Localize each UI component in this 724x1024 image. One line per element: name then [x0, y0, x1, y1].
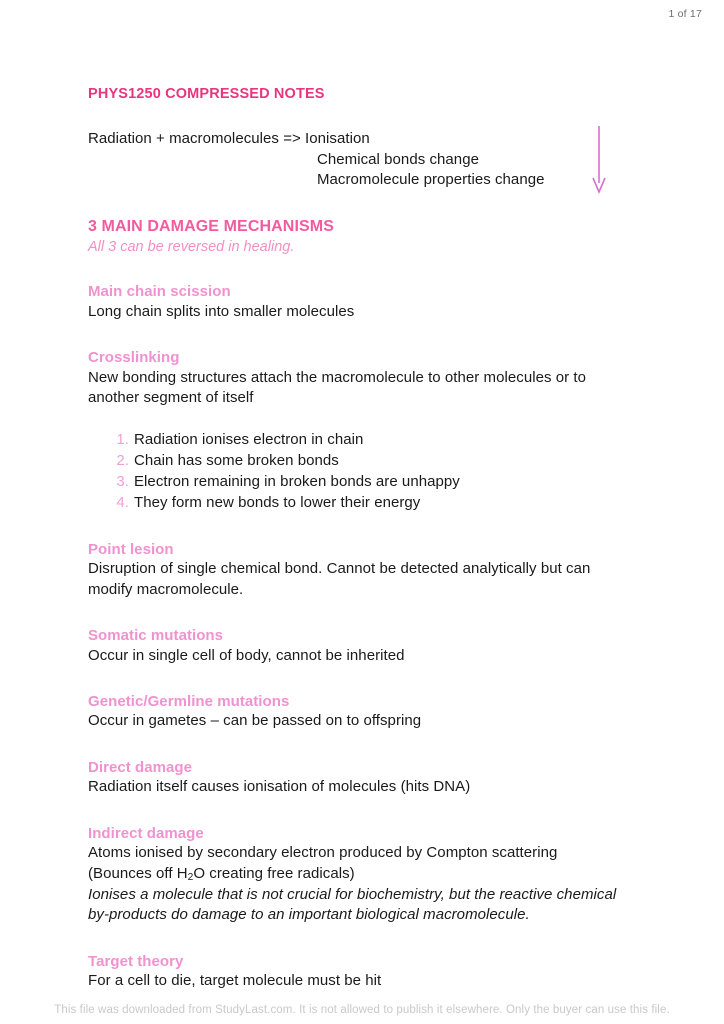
- page-number-indicator: 1 of 17: [668, 8, 702, 20]
- subheading-crosslinking: Crosslinking: [88, 349, 180, 367]
- intro-line-3: Macromolecule properties change: [317, 171, 545, 189]
- footer-watermark-text: This file was downloaded from StudyLast.com. It is not allowed to publish it elsewhere. Only the buyer can use this file.: [54, 1004, 670, 1016]
- spacer: [88, 926, 640, 952]
- spacer: [88, 256, 640, 282]
- subheading-direct-damage: Direct damage: [88, 758, 193, 776]
- formula-prefix: (Bounces off H: [88, 864, 188, 882]
- page-title: PHYS1250 COMPRESSED NOTES: [88, 86, 325, 102]
- subheading-main-chain-scission: Main chain scission: [88, 283, 231, 301]
- list-item: They form new bonds to lower their energy: [134, 494, 421, 512]
- spacer: [88, 409, 640, 429]
- list-item: Electron remaining in broken bonds are unhappy: [134, 473, 460, 491]
- subscript-two: 2: [187, 871, 194, 883]
- subheading-somatic-mutations: Somatic mutations: [88, 627, 224, 645]
- spacer: [88, 600, 640, 626]
- intro-indented-block: [317, 150, 640, 191]
- subheading-genetic-germline-mutations: Genetic/Germline mutations: [88, 692, 290, 710]
- section-heading-damage-mechanisms: 3 MAIN DAMAGE MECHANISMS: [88, 217, 334, 235]
- spacer: [88, 322, 640, 348]
- body-target-theory: For a cell to die, target molecule must be hit: [88, 972, 382, 989]
- body-indirect-damage-line-2: [88, 864, 636, 885]
- spacer: [88, 191, 640, 217]
- spacer: [88, 732, 640, 758]
- subheading-point-lesion: Point lesion: [88, 540, 174, 558]
- body-point-lesion: Disruption of single chemical bond. Cannot be detected analytically but can modify macromolecule.: [88, 560, 591, 598]
- spacer: [88, 798, 640, 824]
- section-note-healing: All 3 can be reversed in healing.: [88, 238, 295, 255]
- body-main-chain-scission: Long chain splits into smaller molecules: [88, 302, 355, 320]
- intro-line-2: Chemical bonds change: [317, 150, 479, 168]
- body-crosslinking: New bonding structures attach the macromolecule to other molecules or to another segment of itself: [88, 368, 587, 407]
- subheading-indirect-damage: Indirect damage: [88, 824, 204, 842]
- spacer: [88, 514, 640, 540]
- intro-line-1: Radiation + macromolecules => Ionisation: [88, 130, 370, 148]
- body-genetic-germline-mutations: Occur in gametes – can be passed on to offspring: [88, 712, 422, 730]
- subheading-target-theory: Target theory: [88, 952, 184, 970]
- crosslinking-steps-list: [88, 429, 640, 514]
- spacer: [88, 666, 640, 692]
- body-somatic-mutations: Occur in single cell of body, cannot be inherited: [88, 646, 405, 664]
- formula-suffix: O creating free radicals): [193, 864, 355, 882]
- list-item: Radiation ionises electron in chain: [134, 430, 364, 448]
- list-item: Chain has some broken bonds: [134, 451, 339, 469]
- document-content: [88, 86, 640, 991]
- body-indirect-damage-italic-note: Ionises a molecule that is not crucial for biochemistry, but the reactive chemical by-products do damage to an important biological macromolecule.: [88, 885, 617, 924]
- body-indirect-damage-line-1: Atoms ionised by secondary electron produced by Compton scattering: [88, 844, 558, 862]
- body-direct-damage: Radiation itself causes ionisation of molecules (hits DNA): [88, 778, 471, 796]
